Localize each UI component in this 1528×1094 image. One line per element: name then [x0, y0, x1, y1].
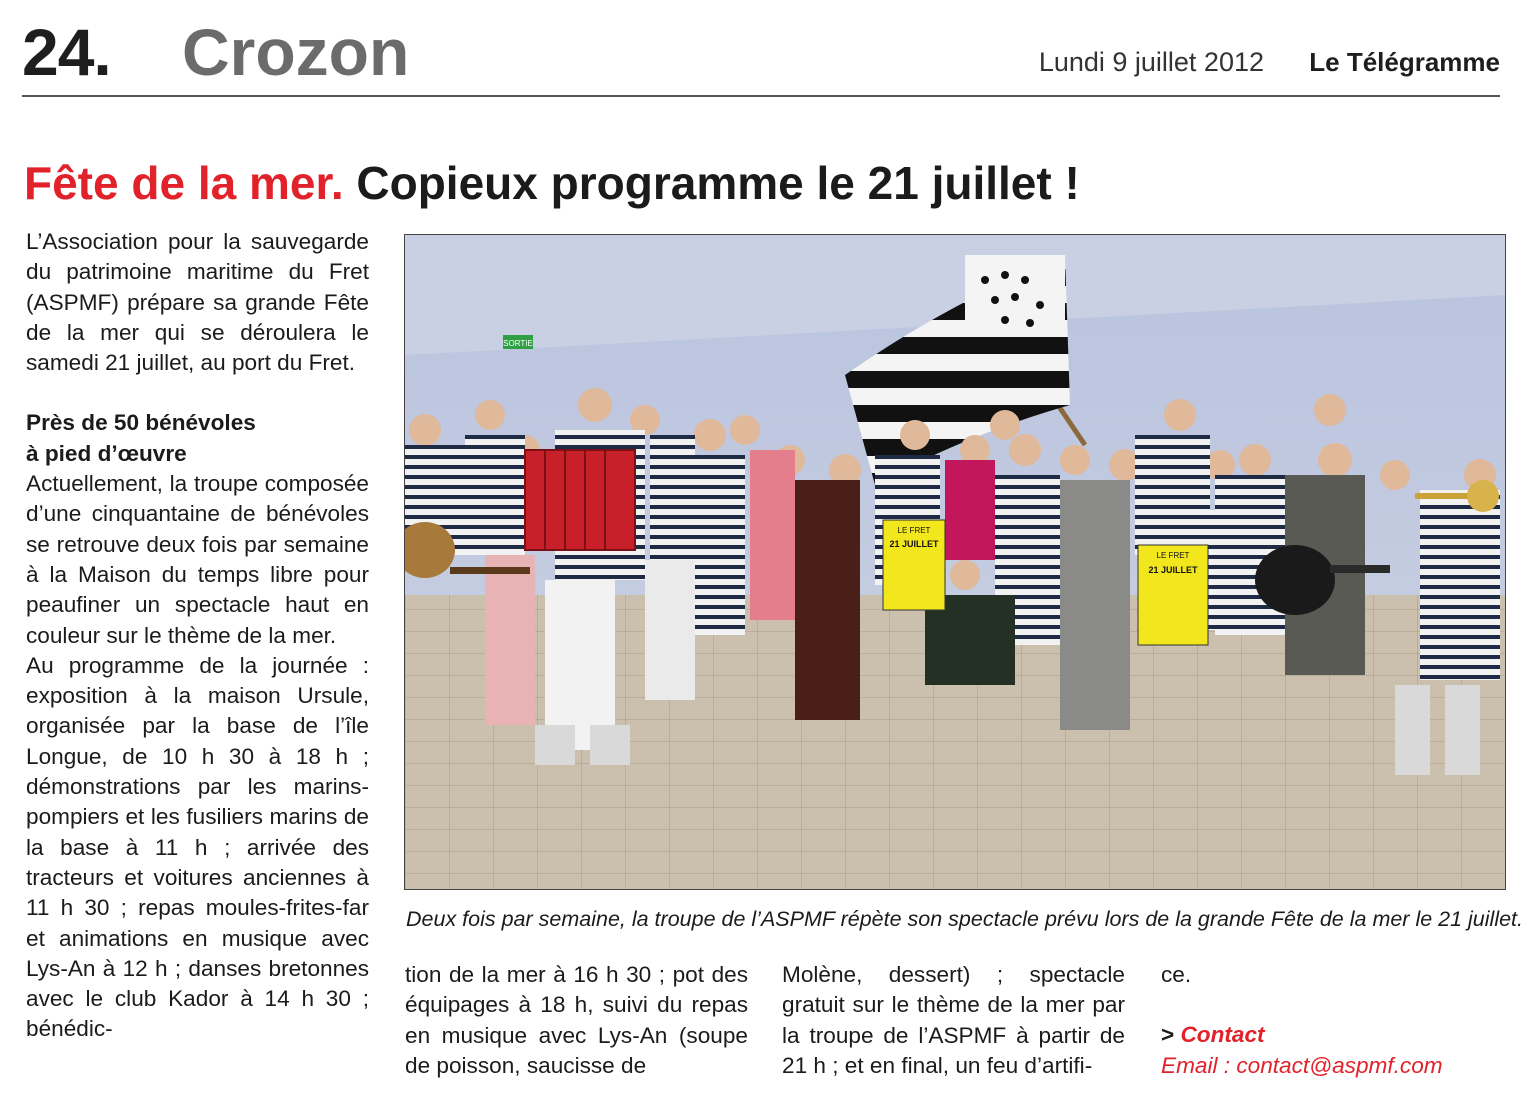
group-photo	[404, 234, 1506, 890]
svg-text:LE FRET: LE FRET	[1156, 551, 1190, 560]
svg-text:21 JUILLET: 21 JUILLET	[1148, 565, 1198, 575]
accordion	[525, 450, 635, 550]
intro-paragraph: L’Association pour la sauvegarde du patrimoine maritime du Fret (ASPMF) prépare sa grande Fête de la mer qui se déroulera le samedi 21 juillet, au port du Fret.	[26, 229, 369, 376]
poster-right	[1138, 545, 1208, 645]
svg-text:21 JUILLET: 21 JUILLET	[889, 539, 939, 549]
contact-heading	[1161, 1020, 1501, 1050]
article-column-1	[26, 227, 369, 1045]
paragraph-programme-part-1: Au programme de la journée : exposition à la maison Ursule, organisée par la base de l’île Longue, de 10 h 30 à 18 h ; démonstrations par les marins-pompiers et les fusiliers marins de la base à 11 h ; arrivée des tracteurs et voitures anciennes à 11 h 30 ; repas moules-frites-far et animations en musique avec Lys-An à 12 h ; danses bretonnes avec le club Kador à 14 h 30 ; bénédic-	[26, 652, 369, 1042]
paragraph-programme-part-4: ce.	[1161, 962, 1192, 987]
svg-text:LE FRET: LE FRET	[897, 526, 931, 535]
photo-caption: Deux fois par semaine, la troupe de l’ASPMF répète son spectacle prévu lors de la grande Fête de la mer le 21 juillet.	[406, 907, 1524, 931]
subhead	[26, 408, 369, 469]
contact-arrow-icon: >	[1161, 1022, 1175, 1048]
section-name: Crozon	[182, 15, 410, 89]
contact-label: Contact	[1180, 1022, 1265, 1048]
poster-left	[883, 520, 945, 610]
newspaper-name: Le Télégramme	[1309, 47, 1500, 77]
headline-kicker: Fête de la mer.	[24, 157, 344, 209]
svg-text:SORTIE: SORTIE	[503, 339, 533, 348]
subhead-line-1: Près de 50 bénévoles	[26, 410, 256, 436]
exit-sign	[503, 335, 533, 349]
masthead-rule	[22, 95, 1500, 97]
paragraph-programme-part-3: Molène, dessert) ; spectacle gratuit sur le thème de la mer par la troupe de l’ASPMF à partir de 21 h ; et en final, un feu d’artifi-	[782, 962, 1125, 1078]
headline-title: Copieux programme le 21 juillet !	[356, 157, 1080, 209]
contact-email[interactable]: Email : contact@aspmf.com	[1161, 1052, 1443, 1078]
paragraph-troupe: Actuellement, la troupe composée d’une cinquantaine de bénévoles se retrouve deux fois par semaine à la Maison du temps libre pour peaufiner un spectacle haut en couleur sur le thème de la mer.	[26, 471, 369, 648]
article-column-3	[782, 960, 1125, 1081]
headline	[24, 153, 1080, 213]
paragraph-programme-part-2: tion de la mer à 16 h 30 ; pot des équipages à 18 h, suivi du repas en musique avec Lys-An (soupe de poisson, saucisse de	[405, 962, 748, 1078]
subhead-line-2: à pied d’œuvre	[26, 440, 187, 466]
article-column-2	[405, 960, 748, 1081]
article-column-4	[1161, 960, 1501, 1081]
masthead	[22, 12, 1500, 96]
publication-date: Lundi 9 juillet 2012	[1038, 47, 1264, 77]
page-number: 24.	[22, 15, 111, 89]
